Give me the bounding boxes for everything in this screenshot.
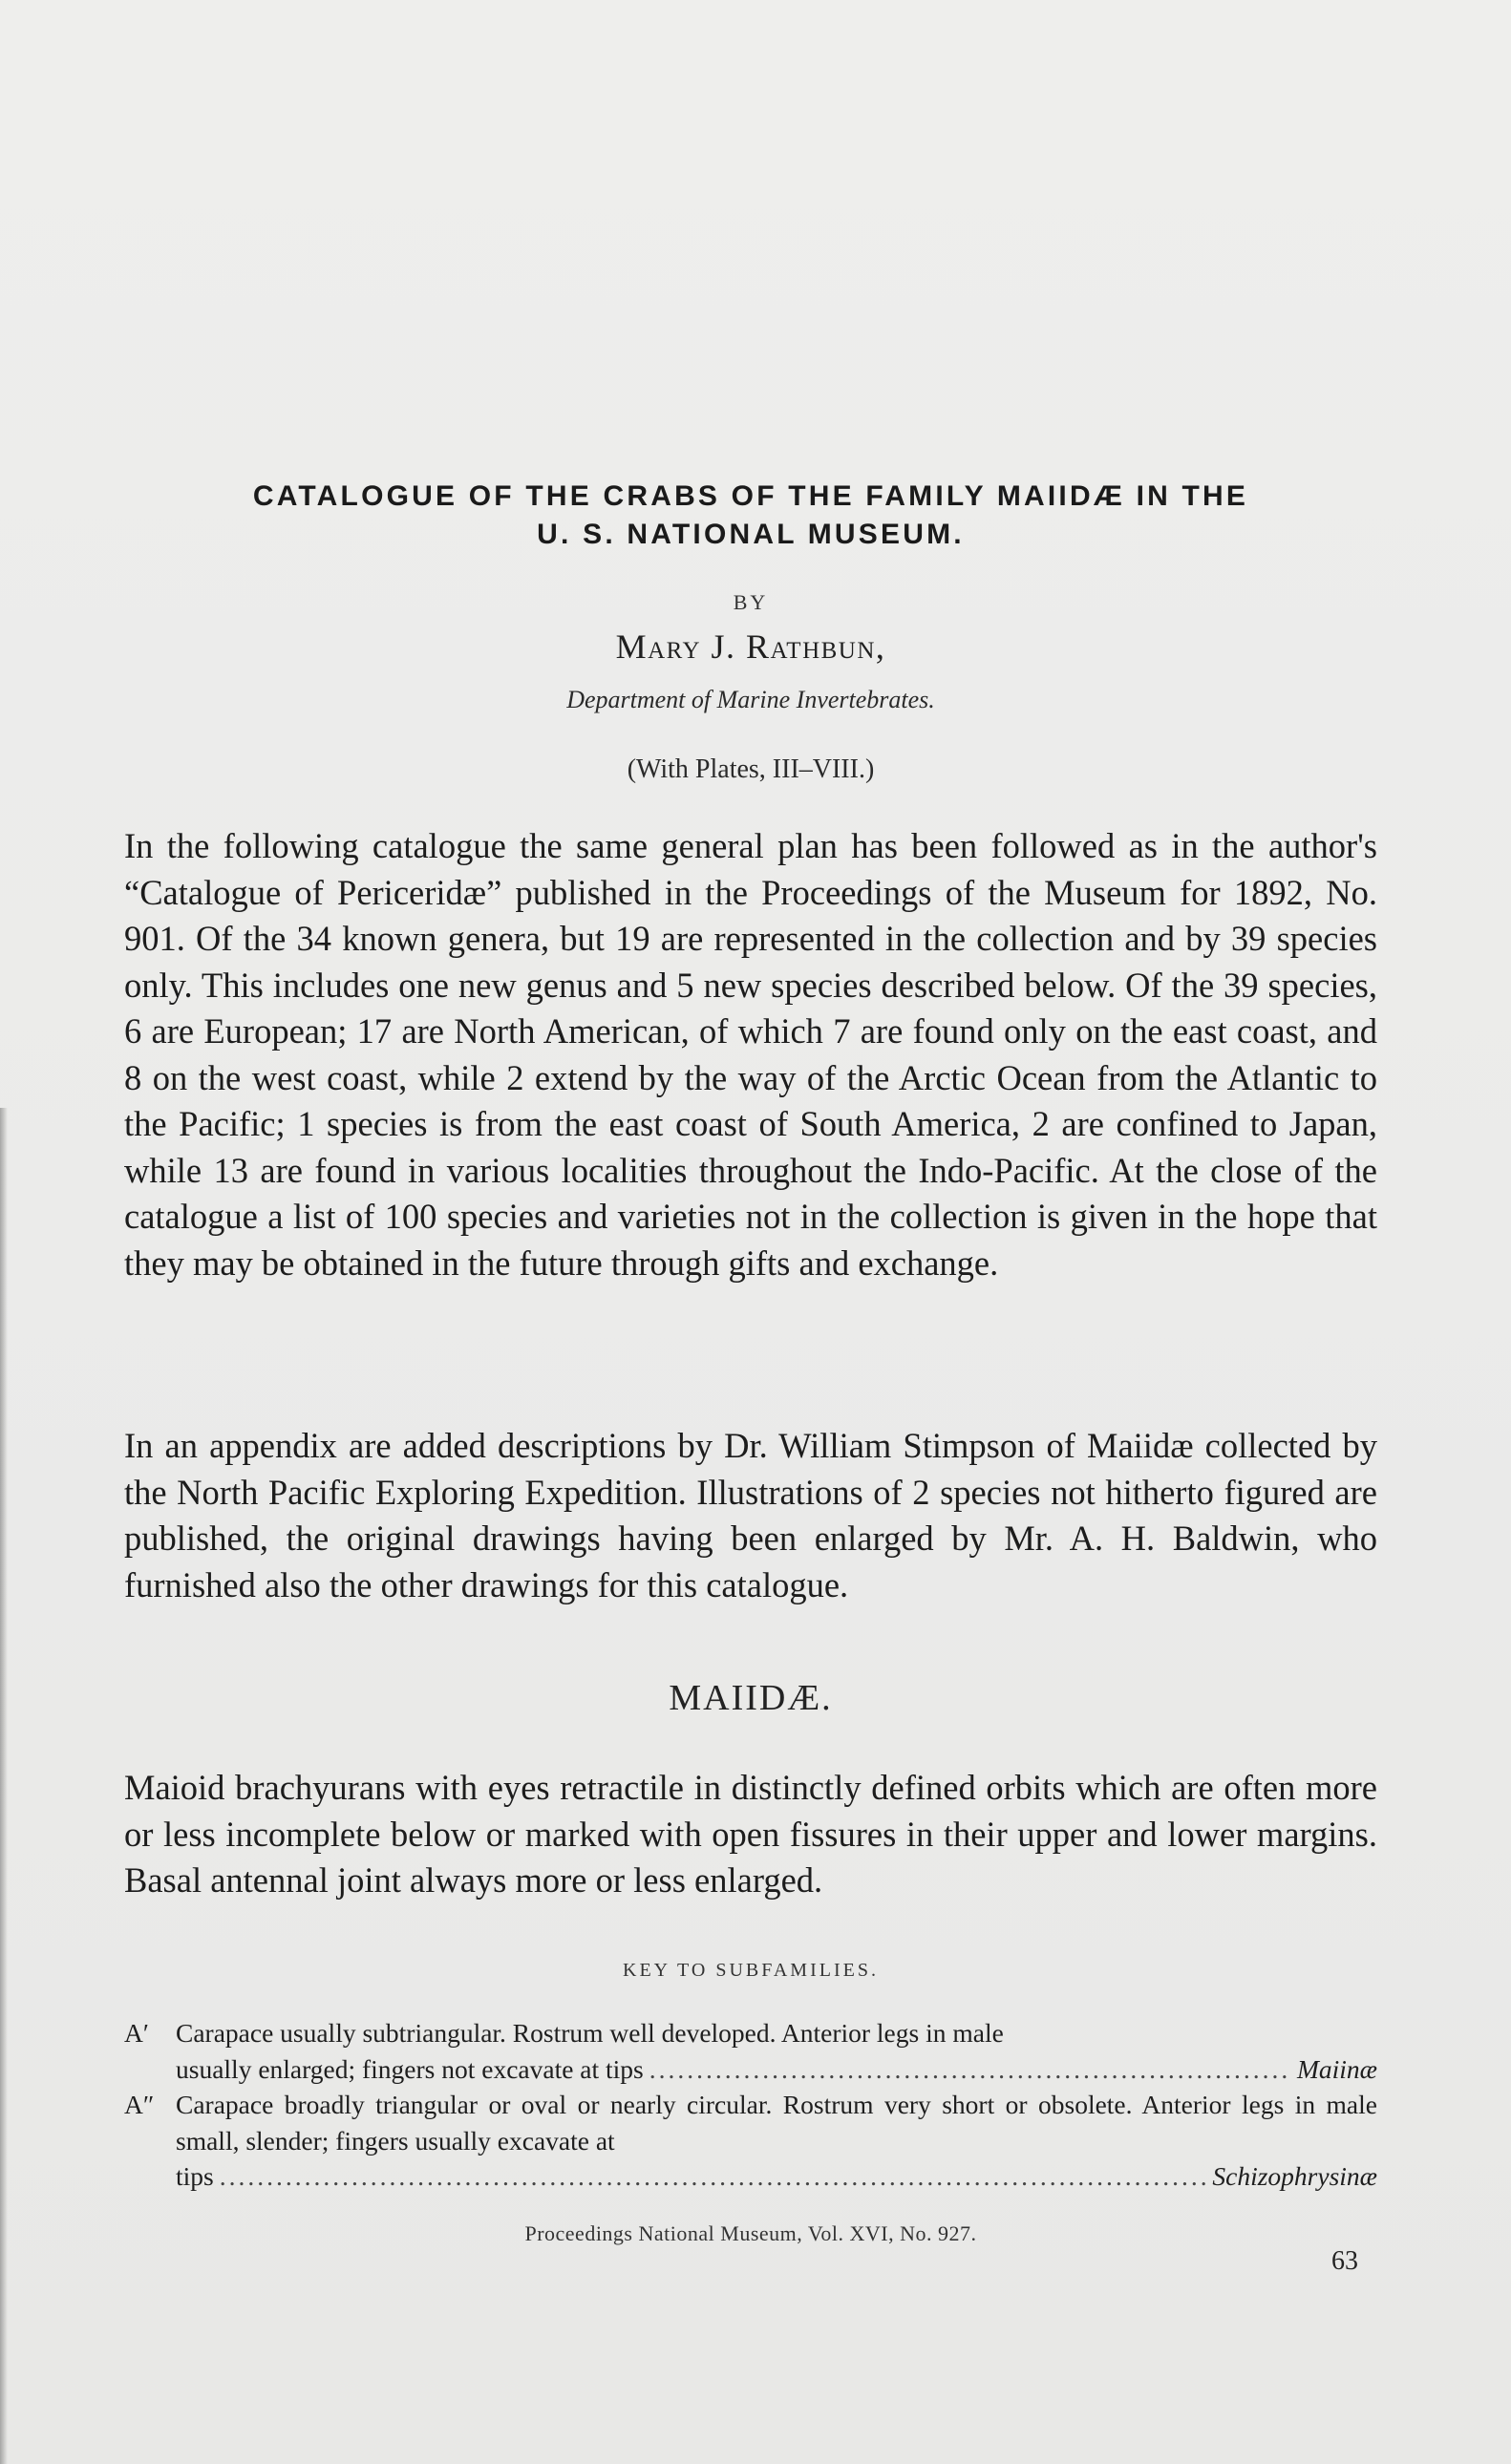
- key-entry-mark: A′: [124, 2018, 149, 2048]
- key-leader-line: [176, 2051, 1377, 2088]
- article-title-line-2: U. S. NATIONAL MUSEUM.: [537, 519, 965, 550]
- key-entry: [124, 2087, 1377, 2195]
- key-entry-text: Carapace usually subtriangular. Rostrum well developed. Anterior legs in male: [176, 2018, 1004, 2048]
- intro-paragraph-2: In an appendix are added descriptions by Dr. William Stimpson of Maiidæ collected by the North Pacific Exploring Expedition. Illustrations of 2 species not hitherto figured are published, the original drawings having been enlarged by Mr. A. H. Baldwin, who furnished also the other drawings for this catalogue.: [124, 1426, 1377, 1604]
- key-heading: KEY TO SUBFAMILIES.: [623, 1960, 879, 1981]
- key-leader-line: [176, 2158, 1377, 2195]
- intro-paragraph-1: In the following catalogue the same general plan has been followed as in the author's “Catalogue of Periceridæ” published in the Proceedings of the Museum for 1892, No. 901. Of the 34 known genera, but 19 are represented in the collection and by 39 species only. This includes one new genus and 5 new species described below. Of the 39 species, 6 are European; 17 are North American, of which 7 are found only on the east coast, and 8 on the west coast, while 2 extend by the way of the Arctic Ocean from the Atlantic to the Pacific; 1 species is from the east coast of South America, 2 are confined to Japan, while 13 are found in various localities throughout the Indo-Pacific. At the close of the catalogue a list of 100 species and varieties not in the collection is given in the hope that they may be obtained in the future through gifts and exchange.: [124, 826, 1377, 1283]
- journal-citation: Proceedings National Museum, Vol. XVI, No. 927.: [524, 2221, 977, 2245]
- article-title: [124, 478, 1377, 554]
- key-leader-text: tips: [176, 2161, 214, 2191]
- author-name: Mary J. Rathbun,: [615, 627, 886, 666]
- author-department: Department of Marine Invertebrates.: [566, 686, 935, 713]
- key-entry-mark: A″: [124, 2090, 155, 2119]
- plates-note: (With Plates, III–VIII.): [627, 754, 875, 784]
- leader-dots: [220, 2158, 1207, 2195]
- article-title-line-1: CATALOGUE OF THE CRABS OF THE FAMILY MAIIDÆ IN THE: [252, 480, 1249, 512]
- page-number: 63: [1331, 2246, 1358, 2276]
- key-entry-text: Carapace broadly triangular or oval or nearly circular. Rostrum very short or obsolete. Anterior legs in male small, slender; fingers usually excavate at: [176, 2090, 1377, 2156]
- subfamily-key: [124, 2015, 1377, 2195]
- byline: BY: [733, 590, 769, 614]
- family-description: Maioid brachyurans with eyes retractile in distinctly defined orbits which are often more or less incomplete below or marked with open fissures in their upper and lower margins. Basal antennal joint always more or less enlarged.: [124, 1768, 1377, 1900]
- page-edge-shadow: [0, 1108, 8, 2464]
- key-entry: [124, 2015, 1377, 2087]
- key-target-subfamily: Schizophrysinæ: [1212, 2161, 1377, 2191]
- key-target-subfamily: Maiinæ: [1296, 2053, 1377, 2084]
- section-heading: MAIIDÆ.: [669, 1678, 833, 1718]
- key-leader-text: usually enlarged; fingers not excavate at tips: [176, 2053, 644, 2084]
- leader-dots: [649, 2051, 1291, 2088]
